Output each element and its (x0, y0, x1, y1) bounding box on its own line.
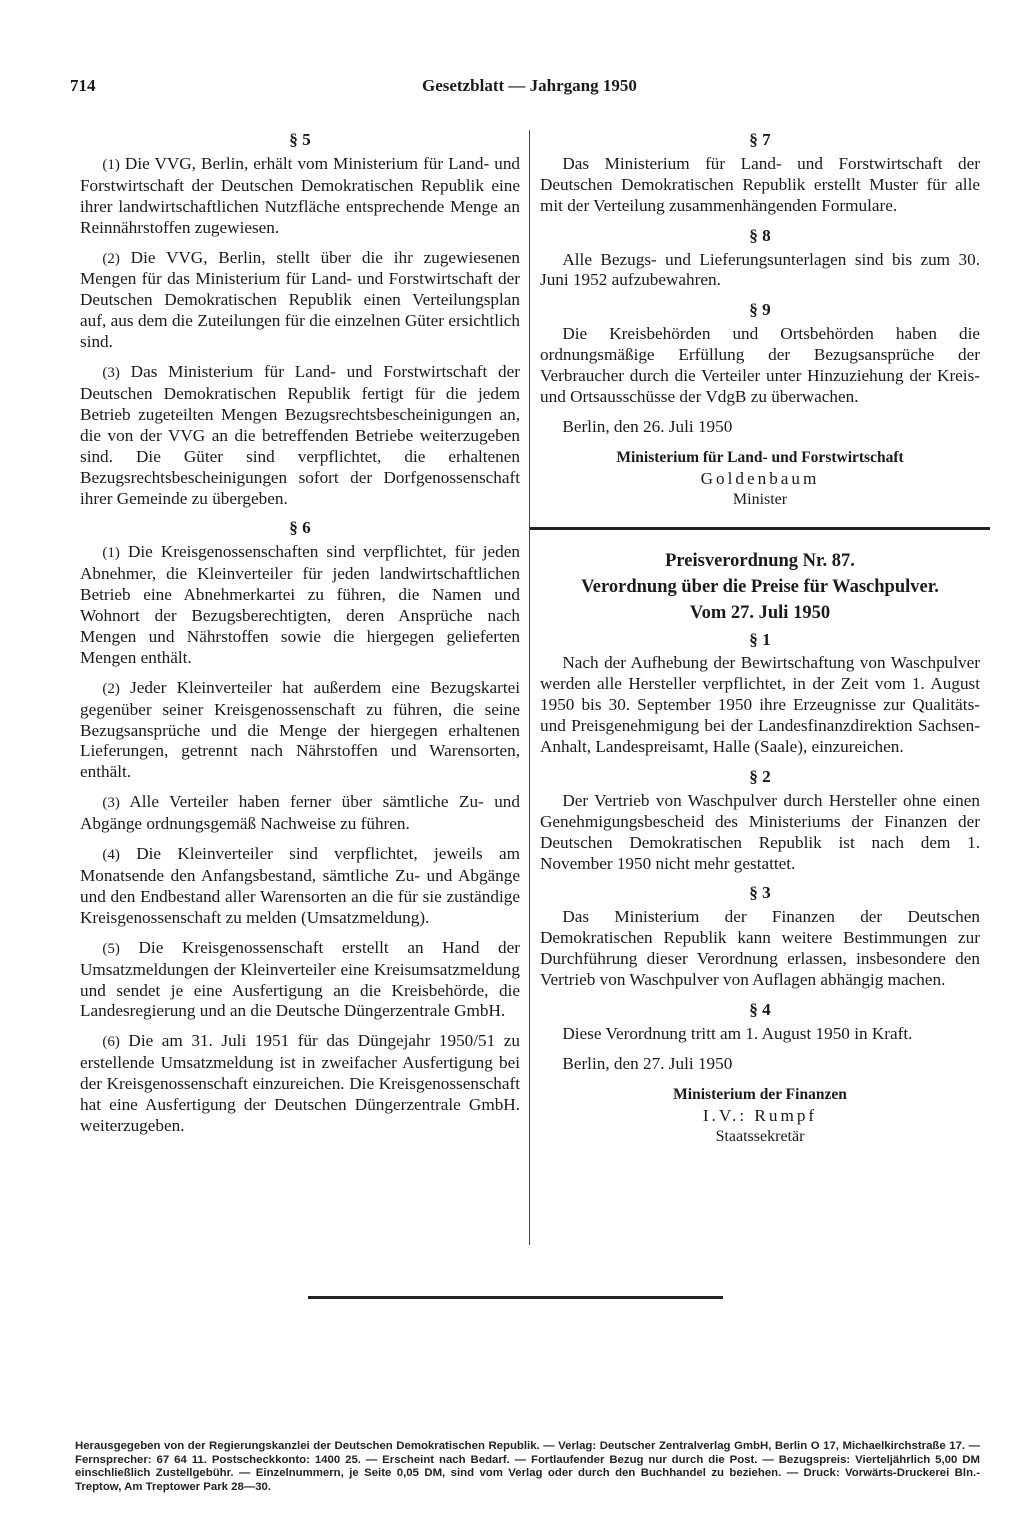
end-rule (308, 1296, 723, 1299)
paragraph (80, 1031, 520, 1137)
paragraph-text: Die VVG, Berlin, erhält vom Ministerium für Land- und Forstwirtschaft der Deutschen Demokratischen Republik eine ihrer landwirtschaftlichen Nutzfläche entsprechende Menge an Reinnährstoffen zugewiesen. (80, 153, 521, 237)
signature-block (540, 448, 980, 511)
column-divider (529, 130, 530, 1245)
page-number: 714 (70, 76, 96, 95)
section-heading: § 1 (749, 629, 771, 649)
paragraph-text: Nach der Aufhebung der Bewirtschaftung von Waschpulver werden alle Hersteller verpflichtet, in der Zeit vom 1. August 1950 bis 30. September 1950 ihre Erzeugnisse zur Qualitäts- und Preisgenehmigung bei der Landesfinanzdirektion Sachsen-Anhalt, Landespreisamt, Halle (Saale), einzureichen. (540, 653, 980, 757)
paragraph-text: Die Kreisgenossenschaften sind verpflichtet, für jeden Abnehmer, die Kleinverteiler für jeden landwirtschaftlichen Betrieb eine Abnehmerkartei zu führen, die Namen und Wohnort der Bezugsberechtigten, deren Ansprüche nach Mengen und Nährstoffen sowie die hiergegen gelieferten Mengen enthält. (80, 542, 521, 667)
signature-title: Staatssekretär (715, 1127, 805, 1145)
paragraph (80, 154, 520, 239)
section-heading: § 4 (749, 1000, 771, 1019)
right-column (540, 126, 980, 1147)
left-column (80, 126, 520, 1146)
paragraph (80, 844, 520, 929)
paragraph (80, 248, 520, 354)
signature-block (540, 1085, 980, 1148)
paragraph-text: Alle Bezugs- und Lieferungsunterlagen sind bis zum 30. Juni 1952 aufzubewahren. (540, 249, 980, 290)
paragraph-number: (4) (102, 847, 120, 864)
paragraph (80, 362, 520, 509)
paragraph-number: (1) (102, 545, 120, 562)
place-date: Berlin, den 27. Juli 1950 (562, 1053, 733, 1073)
paragraph-text: Die Kreisgenossenschaft erstellt an Hand der Umsatzmeldungen der Kleinverteiler eine Kreisumsatzmeldung und sendet je eine Ausfertigung an die Kreisbehörde, die Landesregierung und an die Deutsche Düngerzentrale GmbH. (80, 937, 521, 1021)
signature-title: Minister (732, 490, 788, 508)
paragraph-text: Das Ministerium für Land- und Forstwirtschaft der Deutschen Demokratischen Republik fertigt für die jedem Betrieb zugeteilten Mengen Bezugsrechtsbescheinigungen an, die von der VVG an die betreffenden Betriebe weiterzugeben sind. Die Güter sind verpflichtet, die erhaltenen Bezugsrechtsbescheinigungen sofort der Dorfgenossenschaft ihrer Gemeinde zu übergeben. (80, 362, 520, 508)
decree-title: Preisverordnung Nr. 87. (665, 550, 855, 571)
section-heading: § 6 (289, 518, 311, 538)
paragraph (80, 792, 520, 835)
page-header (70, 76, 980, 100)
paragraph-text: Diese Verordnung tritt am 1. August 1950 in Kraft. (562, 1023, 913, 1043)
paragraph-text: Alle Verteiler haben ferner über sämtliche Zu- und Abgänge ordnungsgemäß Nachweise zu führen. (80, 792, 520, 834)
section-heading: § 7 (749, 130, 771, 149)
section-heading: § 3 (749, 883, 771, 903)
imprint-footer: Herausgegeben von der Regierungskanzlei der Deutschen Demokratischen Republik. — Verlag: Deutscher Zentralverlag GmbH, Berlin O 17, Michaelkirchstraße 17. — Fernsprecher: 67 64 11. Postscheckkonto: 1400 25. — Erscheint nach Bedarf. — Fortlaufender Bezug nur durch die Post. — Bezugspreis: Vierteljährlich 5,00 DM einschließlich Zustellgebühr. — Einzelnummern, je Seite 0,05 DM, sind vom Verlag oder durch den Buchhandel zu beziehen. — Druck: Vorwärts-Druckerei Bln.-Treptow, Am Treptower Park 28—30. (75, 1440, 980, 1493)
section-heading: § 2 (749, 766, 771, 786)
paragraph (80, 678, 520, 784)
paragraph (80, 938, 520, 1023)
section-heading: § 9 (749, 300, 771, 320)
paragraph-number: (5) (102, 940, 120, 957)
paragraph-text: Das Ministerium der Finanzen der Deutschen Demokratischen Republik kann weitere Bestimmungen zur Durchführung dieser Verordnung erlassen, insbesondere den Vertrieb von Waschpulver von Auflagen abhängig machen. (540, 907, 980, 990)
place-date: Berlin, den 26. Juli 1950 (562, 416, 733, 436)
paragraph-text: Der Vertrieb von Waschpulver durch Hersteller ohne einen Genehmigungsbescheid des Ministeriums der Finanzen der Deutschen Demokratischen Republik ist nach dem 1. November 1950 nicht mehr gestattet. (540, 790, 980, 873)
paragraph-number: (1) (102, 156, 120, 173)
running-title: Gesetzblatt — Jahrgang 1950 (422, 76, 637, 95)
paragraph-number: (6) (102, 1034, 120, 1051)
paragraph-text: Die am 31. Juli 1951 für das Düngejahr 1950/51 zu erstellende Umsatzmeldung ist in zweifacher Ausfertigung bei der Kreisgenossenschaft einzureichen. Die Kreisgenossenschaft hat eine Ausfertigung der Deutschen Düngerzentrale GmbH. weiterzugeben. (80, 1031, 521, 1135)
paragraph (80, 542, 520, 668)
section-heading: § 8 (749, 225, 771, 245)
signature-name: I.V.: Rumpf (702, 1105, 818, 1125)
decree-date: Vom 27. Juli 1950 (689, 602, 831, 623)
paragraph-number: (2) (102, 680, 120, 697)
paragraph-text: Das Ministerium für Land- und Forstwirtschaft der Deutschen Demokratischen Republik erstellt Muster für alle mit der Verteilung zusammenhängenden Formulare. (540, 153, 980, 215)
paragraph-text: Jeder Kleinverteiler hat außerdem eine Bezugskartei gegenüber seiner Kreisgenossenschaft zu führen, die seine Bezugsansprüche und die Menge der hiergegen erhaltenen Lieferungen, getrennt nach Nährstoffen und Warensorten, enthält. (80, 677, 521, 782)
paragraph-text: Die VVG, Berlin, stellt über die ihr zugewiesenen Mengen für das Ministerium für Land- und Forstwirtschaft der Deutschen Demokratischen Republik einen Verteilungsplan auf, aus dem die Zuteilungen für die einzelnen Güter ersichtlich sind. (80, 247, 521, 352)
signature-ministry: Ministerium der Finanzen (673, 1085, 847, 1103)
signature-name: Goldenbaum (700, 468, 820, 488)
paragraph-number: (3) (102, 365, 120, 382)
paragraph-text: Die Kreisbehörden und Ortsbehörden haben die ordnungsmäßige Erfüllung der Bezugsansprüche der Verbraucher durch die Verteiler unter Hinzuziehung der Kreis- und Ortsausschüsse der VdgB zu überwachen. (540, 324, 980, 406)
paragraph-number: (3) (102, 795, 120, 812)
section-heading: § 5 (289, 130, 311, 149)
signature-ministry: Ministerium für Land- und Forstwirtschaft (616, 448, 904, 466)
section-divider (530, 527, 990, 530)
paragraph-number: (2) (102, 250, 120, 267)
paragraph-text: Die Kleinverteiler sind verpflichtet, jeweils am Monatsende den Anfangsbestand, sämtliche Zu- und Abgänge und den Endbestand aller Warensorten an die für sie zuständige Kreisgenossenschaft zu melden (Umsatzmeldung). (80, 844, 520, 927)
decree-subtitle: Verordnung über die Preise für Waschpulver. (581, 576, 939, 597)
